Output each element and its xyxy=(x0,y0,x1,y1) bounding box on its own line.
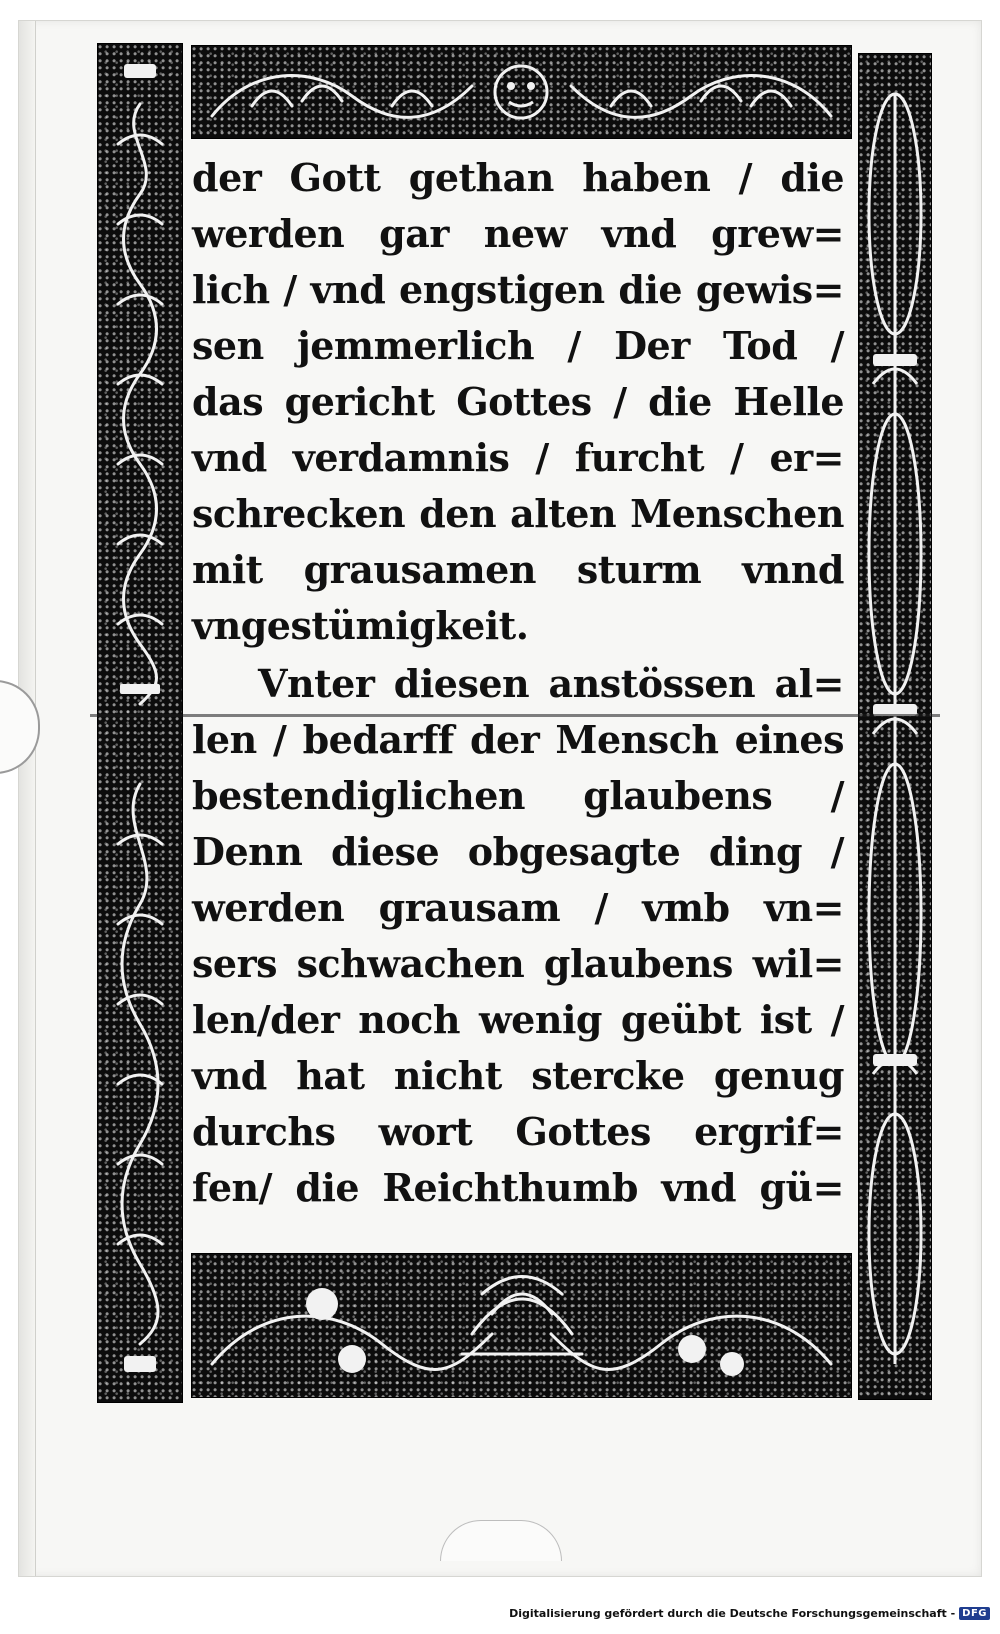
bottom-thumb-notch xyxy=(440,1520,562,1561)
text-line: Denn diese obgesagte ding / xyxy=(192,829,844,874)
text-line: der Gott gethan haben / die xyxy=(192,155,844,200)
right-ornamental-border xyxy=(858,53,932,1400)
bottom-fruit-leaf-ornament xyxy=(192,1254,851,1397)
text-line: bestendiglichen glaubens / xyxy=(192,773,844,818)
text-line: fen/ die Reichthumb vnd gü= xyxy=(192,1165,844,1210)
text-line: schrecken den alten Menschen xyxy=(192,491,844,536)
text-block xyxy=(192,150,852,1250)
text-line: len / bedarff der Mensch eines xyxy=(192,717,844,762)
credit-text: Digitalisierung gefördert durch die Deutsche Forschungsgemeinschaft - xyxy=(509,1607,956,1620)
right-candelabra-ornament xyxy=(859,54,931,1399)
text-line: sers schwachen glaubens wil= xyxy=(192,941,844,986)
text-line: vngestümigkeit. xyxy=(192,603,529,648)
text-line: lich / vnd engstigen die gewis= xyxy=(192,267,844,312)
text-line: werden grausam / vmb vn= xyxy=(192,885,844,930)
text-line: sen jemmerlich / Der Tod / xyxy=(192,323,844,368)
digitization-credit xyxy=(509,1607,990,1620)
left-foliage-ornament xyxy=(98,44,182,1402)
text-line: werden gar new vnd grew= xyxy=(192,211,844,256)
text-line: durchs wort Gottes ergrif= xyxy=(192,1109,844,1154)
text-line: vnd hat nicht stercke genug xyxy=(192,1053,844,1098)
dfg-logo: DFG xyxy=(959,1607,990,1620)
text-line: das gericht Gottes / die Helle xyxy=(192,379,844,424)
grotesque-face xyxy=(495,66,547,118)
top-acanthus-mask-ornament xyxy=(192,46,851,138)
left-ornamental-border xyxy=(97,43,183,1403)
text-line: Vnter diesen anstössen al= xyxy=(258,661,844,706)
text-line: len/der noch wenig geübt ist / xyxy=(192,997,844,1042)
text-line: vnd verdamnis / furcht / er= xyxy=(192,435,844,480)
page-edge-shadow xyxy=(19,21,36,1576)
top-ornamental-border xyxy=(191,45,852,139)
bottom-ornamental-border xyxy=(191,1253,852,1398)
text-line: mit grausamen sturm vnnd xyxy=(192,547,844,592)
